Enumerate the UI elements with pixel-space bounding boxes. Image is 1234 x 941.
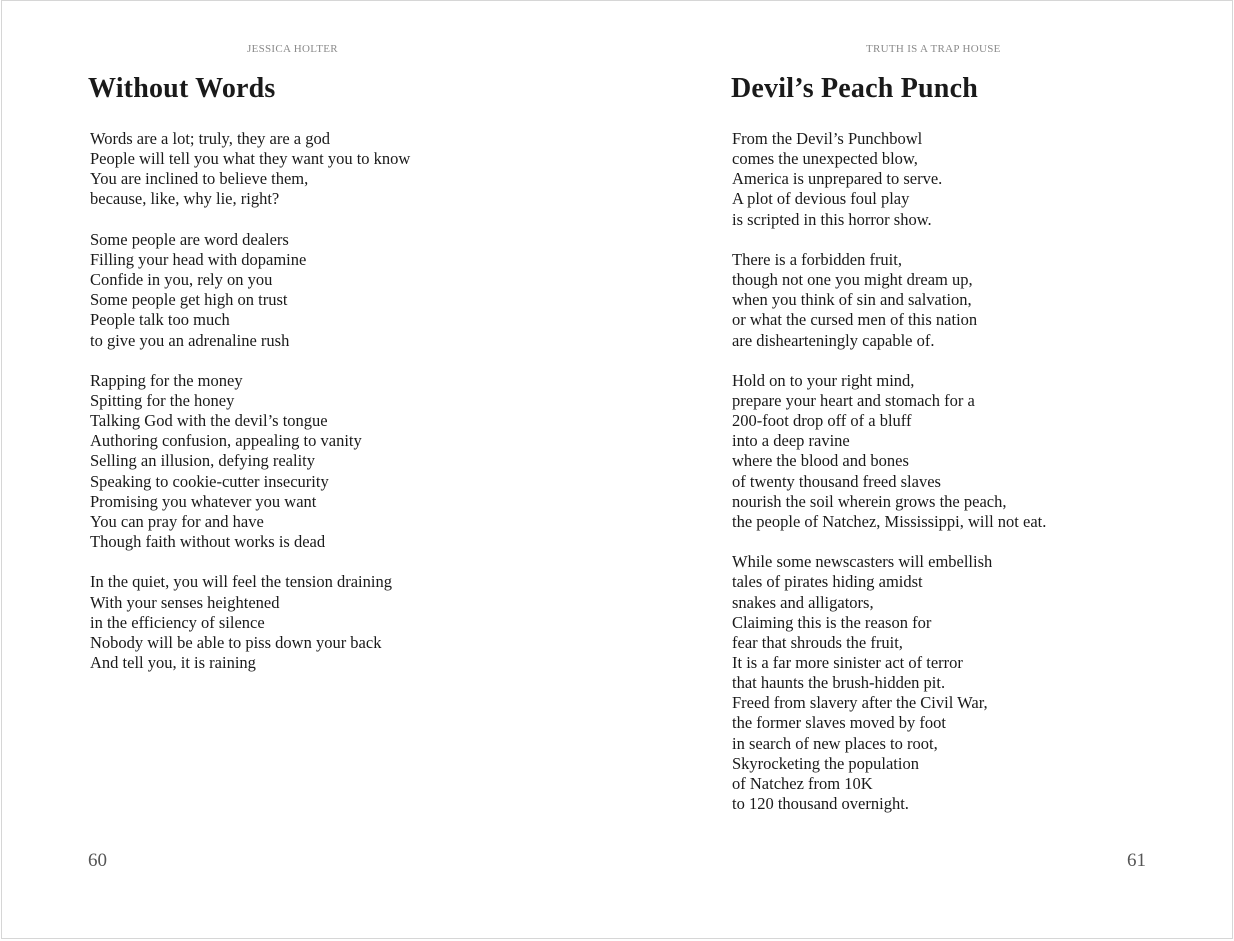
stanza [732, 129, 1046, 230]
running-head-book-title: TRUTH IS A TRAP HOUSE [866, 43, 1001, 55]
poem-line: It is a far more sinister act of terror [732, 653, 963, 673]
poem-line: Selling an illusion, defying reality [90, 451, 316, 471]
poem-line: Words are a lot; truly, they are a god [90, 129, 330, 148]
poem-line: Though faith without works is dead [90, 532, 326, 552]
left-page [1, 0, 618, 939]
poem-line: People will tell you what they want you to know [90, 149, 411, 169]
stanza [732, 250, 1046, 351]
poem-line: to 120 thousand overnight. [732, 794, 909, 814]
poem-line: the people of Natchez, Mississippi, will not eat. [732, 511, 1047, 531]
poem-line: Speaking to cookie-cutter insecurity [90, 471, 329, 491]
poem-line: Talking God with the devil’s tongue [90, 411, 328, 431]
poem-line: are dishearteningly capable of. [732, 330, 935, 350]
poem-line: comes the unexpected blow, [732, 149, 918, 169]
poem-line: People talk too much [90, 310, 230, 330]
stanza [90, 371, 410, 552]
poem-line: tales of pirates hiding amidst [732, 572, 923, 592]
poem-title: Devil’s Peach Punch [731, 73, 978, 104]
poem-line: You can pray for and have [90, 511, 264, 531]
poem-line: Filling your head with dopamine [90, 249, 307, 269]
poem-line: in search of new places to root, [732, 733, 938, 753]
poem-line: because, like, why lie, right? [90, 189, 280, 209]
poem-line: America is unprepared to serve. [732, 169, 943, 189]
poem-line: nourish the soil wherein grows the peach, [732, 491, 1007, 511]
poem-line: or what the cursed men of this nation [732, 310, 978, 330]
page-number: 61 [1127, 850, 1146, 871]
page-number: 60 [88, 850, 107, 871]
poem-line: of Natchez from 10K [732, 773, 873, 793]
poem-line: Some people are word dealers [90, 229, 289, 249]
poem-line: in the efficiency of silence [90, 612, 265, 632]
poem-line: There is a forbidden fruit, [732, 249, 902, 269]
poem-line: Confide in you, rely on you [90, 270, 273, 290]
poem-line: Rapping for the money [90, 370, 243, 390]
poem-line: While some newscasters will embellish [732, 552, 993, 572]
poem-line: fear that shrouds the fruit, [732, 632, 903, 652]
poem-line: where the blood and bones [732, 451, 909, 471]
poem-line: And tell you, it is raining [90, 653, 256, 673]
poem-body [90, 129, 410, 693]
poem-line: prepare your heart and stomach for a [732, 391, 975, 410]
poem-line: In the quiet, you will feel the tension draining [90, 572, 392, 592]
stanza [90, 572, 410, 673]
running-head-author: JESSICA HOLTER [247, 43, 338, 55]
poem-body [732, 129, 1046, 834]
poem-line: Some people get high on trust [90, 290, 288, 310]
poem-line: snakes and alligators, [732, 592, 874, 612]
poem-line: Spitting for the honey [90, 391, 235, 410]
poem-line: into a deep ravine [732, 431, 850, 451]
poem-line: of twenty thousand freed slaves [732, 471, 941, 491]
poem-line: Claiming this is the reason for [732, 612, 932, 632]
poem-line: Authoring confusion, appealing to vanity [90, 431, 362, 451]
poem-line: to give you an adrenaline rush [90, 330, 290, 350]
poem-line: 200-foot drop off of a bluff [732, 411, 912, 431]
poem-title: Without Words [88, 73, 276, 104]
poem-line: Hold on to your right mind, [732, 370, 915, 390]
poem-line: when you think of sin and salvation, [732, 290, 972, 310]
poem-line: You are inclined to believe them, [90, 169, 309, 189]
poem-line: though not one you might dream up, [732, 270, 973, 290]
poem-line: Nobody will be able to piss down your back [90, 632, 382, 652]
poem-line: From the Devil’s Punchbowl [732, 129, 923, 148]
stanza [732, 371, 1046, 532]
stanza [732, 552, 1046, 814]
poem-line: Promising you whatever you want [90, 491, 317, 511]
poem-line: With your senses heightened [90, 592, 280, 612]
poem-line: Freed from slavery after the Civil War, [732, 693, 988, 713]
poem-line: that haunts the brush-hidden pit. [732, 673, 946, 693]
stanza [90, 129, 410, 210]
poem-line: Skyrocketing the population [732, 753, 919, 773]
poem-line: is scripted in this horror show. [732, 209, 932, 229]
right-page [617, 0, 1233, 939]
stanza [90, 230, 410, 351]
poem-line: the former slaves moved by foot [732, 713, 946, 733]
poem-line: A plot of devious foul play [732, 189, 910, 209]
